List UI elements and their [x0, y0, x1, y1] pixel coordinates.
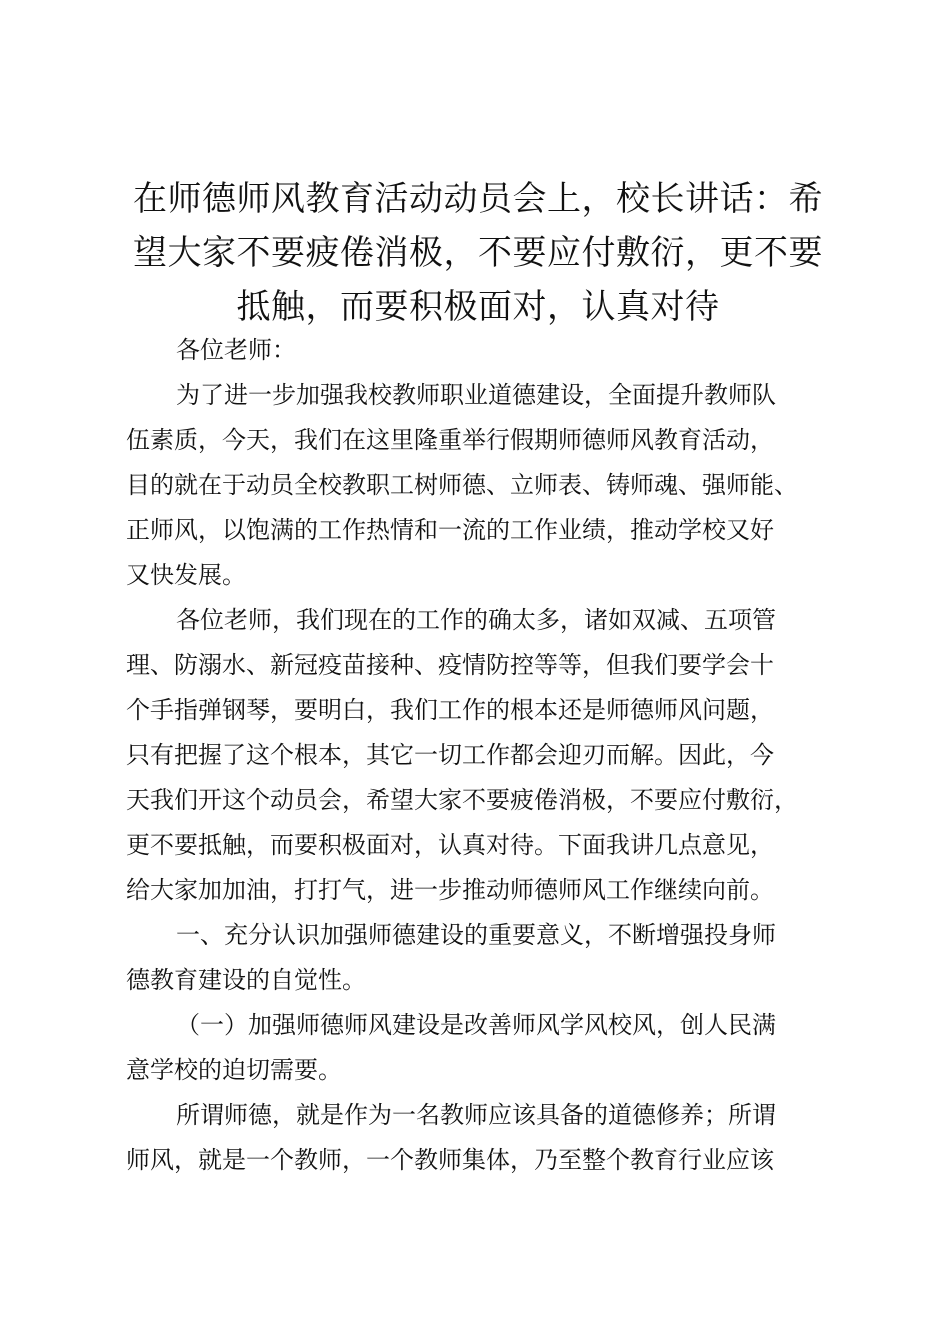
- text-line: （一）加强师德师风建设是改善师风学风校风，创人民满: [176, 1011, 776, 1039]
- section-heading-1: [126, 913, 838, 1003]
- text-line: 理、防溺水、新冠疫苗接种、疫情防控等等，但我们要学会十: [126, 651, 774, 679]
- text-line: 德教育建设的自觉性。: [126, 966, 366, 994]
- text-line: 目的就在于动员全校教职工树师德、立师表、铸师魂、强师能、: [126, 471, 798, 499]
- text-line: 伍素质，今天，我们在这里隆重举行假期师德师风教育活动，: [126, 426, 774, 454]
- text-line: 只有把握了这个根本，其它一切工作都会迎刃而解。因此，今: [126, 741, 774, 769]
- text-line: 给大家加加油，打打气，进一步推动师德师风工作继续向前。: [126, 876, 774, 904]
- text-line: 个手指弹钢琴，要明白，我们工作的根本还是师德师风问题，: [126, 696, 774, 724]
- text-line: 为了进一步加强我校教师职业道德建设，全面提升教师队: [176, 381, 776, 409]
- document-title: [118, 172, 838, 334]
- paragraph-3: [126, 1093, 838, 1183]
- text-line: 师风，就是一个教师，一个教师集体，乃至整个教育行业应该: [126, 1146, 774, 1174]
- text-line: 又快发展。: [126, 561, 246, 589]
- paragraph-2: [126, 598, 838, 913]
- document-body: [126, 328, 838, 1183]
- text-line: 正师风，以饱满的工作热情和一流的工作业绩，推动学校又好: [126, 516, 774, 544]
- text-line: 更不要抵触，而要积极面对，认真对待。下面我讲几点意见，: [126, 831, 774, 859]
- subsection-heading-1: [126, 1003, 838, 1093]
- title-line: 抵触，而要积极面对，认真对待: [236, 287, 720, 327]
- title-line: 望大家不要疲倦消极，不要应付敷衍，更不要: [133, 233, 823, 273]
- greeting: 各位老师：: [176, 336, 296, 364]
- text-line: 意学校的迫切需要。: [126, 1056, 342, 1084]
- text-line: 所谓师德，就是作为一名教师应该具备的道德修养；所谓: [176, 1101, 776, 1129]
- text-line: 各位老师，我们现在的工作的确太多，诸如双减、五项管: [176, 606, 776, 634]
- title-line: 在师德师风教育活动动员会上，校长讲话：希: [133, 179, 823, 219]
- paragraph-1: [126, 373, 838, 598]
- text-line: 天我们开这个动员会，希望大家不要疲倦消极，不要应付敷衍，: [126, 786, 798, 814]
- text-line: 一、充分认识加强师德建设的重要意义，不断增强投身师: [176, 921, 776, 949]
